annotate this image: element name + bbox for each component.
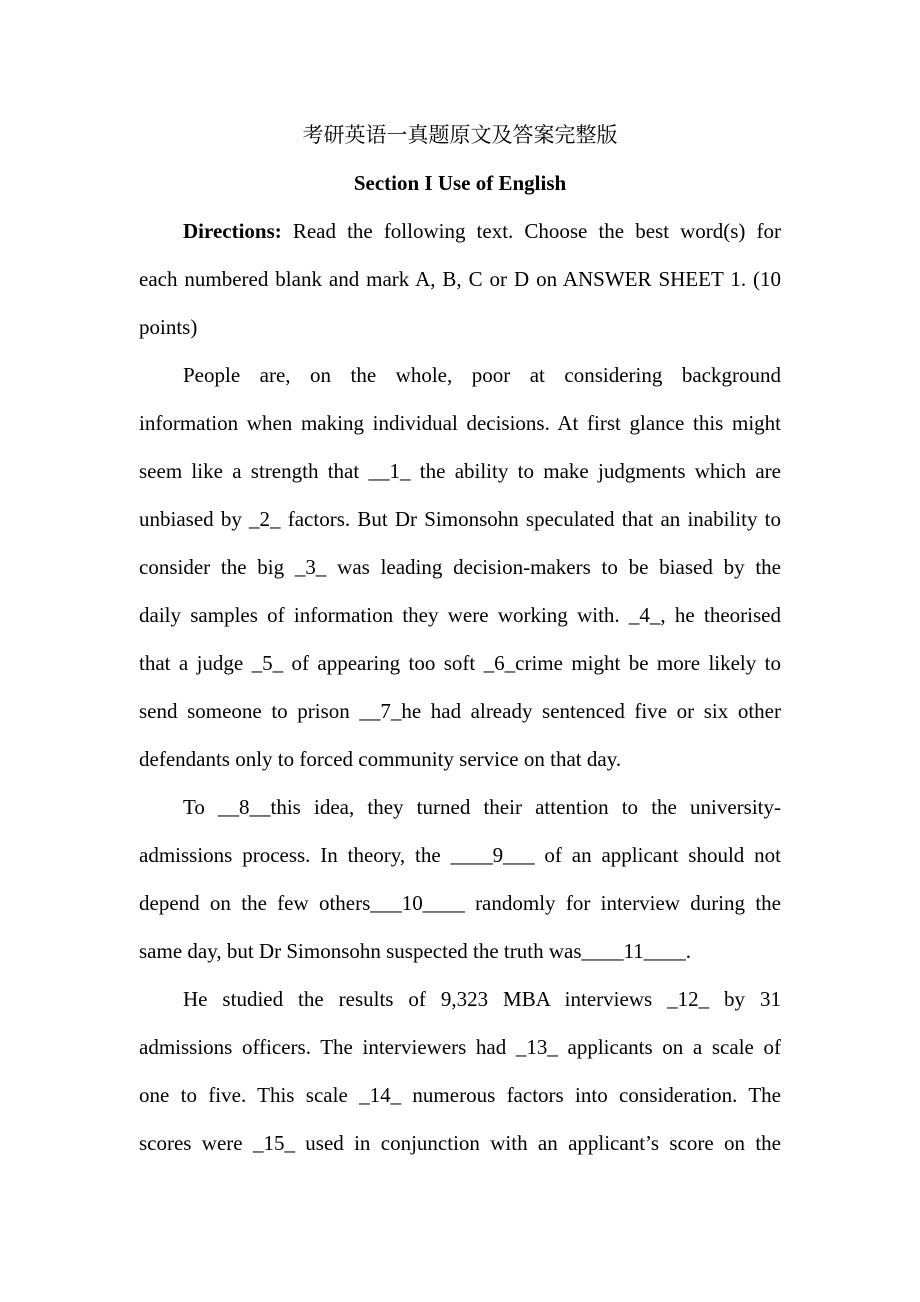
- paragraph-line: points): [139, 315, 198, 339]
- paragraph-line: same day, but Dr Simonsohn suspected the truth was____11____.: [139, 939, 691, 963]
- document-title: 考研英语一真题原文及答案完整版: [302, 123, 618, 147]
- document-page: [139, 111, 781, 1167]
- paragraph-line: daily samples of information they were working with. _4_, he theorised: [139, 603, 781, 627]
- paragraph-line: To __8__this idea, they turned their attention to the university-: [183, 795, 781, 819]
- paragraph-line: Directions: Read the following text. Choose the best word(s) for: [183, 219, 781, 243]
- directions-paragraph: [139, 207, 781, 351]
- paragraph-line: unbiased by _2_ factors. But Dr Simonsohn speculated that an inability to: [139, 507, 781, 531]
- paragraph-line: admissions officers. The interviewers had _13_ applicants on a scale of: [139, 1035, 781, 1059]
- paragraph-line: information when making individual decisions. At first glance this might: [139, 411, 781, 435]
- passage: [139, 351, 781, 1167]
- directions-label: Directions:: [183, 219, 282, 243]
- paragraph-line: send someone to prison __7_he had already sentenced five or six other: [139, 699, 781, 723]
- paragraph-line: one to five. This scale _14_ numerous factors into consideration. The: [139, 1083, 781, 1107]
- paragraph-line: each numbered blank and mark A, B, C or D on ANSWER SHEET 1. (10: [139, 267, 781, 291]
- paragraph-line: seem like a strength that __1_ the ability to make judgments which are: [139, 459, 781, 483]
- section-heading: Section I Use of English: [353, 171, 567, 195]
- paragraph-line: that a judge _5_ of appearing too soft _6_crime might be more likely to: [139, 651, 781, 675]
- paragraph-line: defendants only to forced community service on that day.: [139, 747, 622, 771]
- paragraph-line: People are, on the whole, poor at considering background: [183, 363, 781, 387]
- paragraph-line: scores were _15_ used in conjunction with an applicant’s score on the: [139, 1131, 781, 1155]
- paragraph-line: He studied the results of 9,323 MBA interviews _12_ by 31: [183, 987, 781, 1011]
- passage-paragraph: [139, 783, 781, 975]
- paragraph-line: admissions process. In theory, the ____9___ of an applicant should not: [139, 843, 781, 867]
- passage-paragraph: [139, 351, 781, 783]
- paragraph-line: consider the big _3_ was leading decision-makers to be biased by the: [139, 555, 781, 579]
- passage-paragraph: [139, 975, 781, 1167]
- paragraph-line: depend on the few others___10____ randomly for interview during the: [139, 891, 781, 915]
